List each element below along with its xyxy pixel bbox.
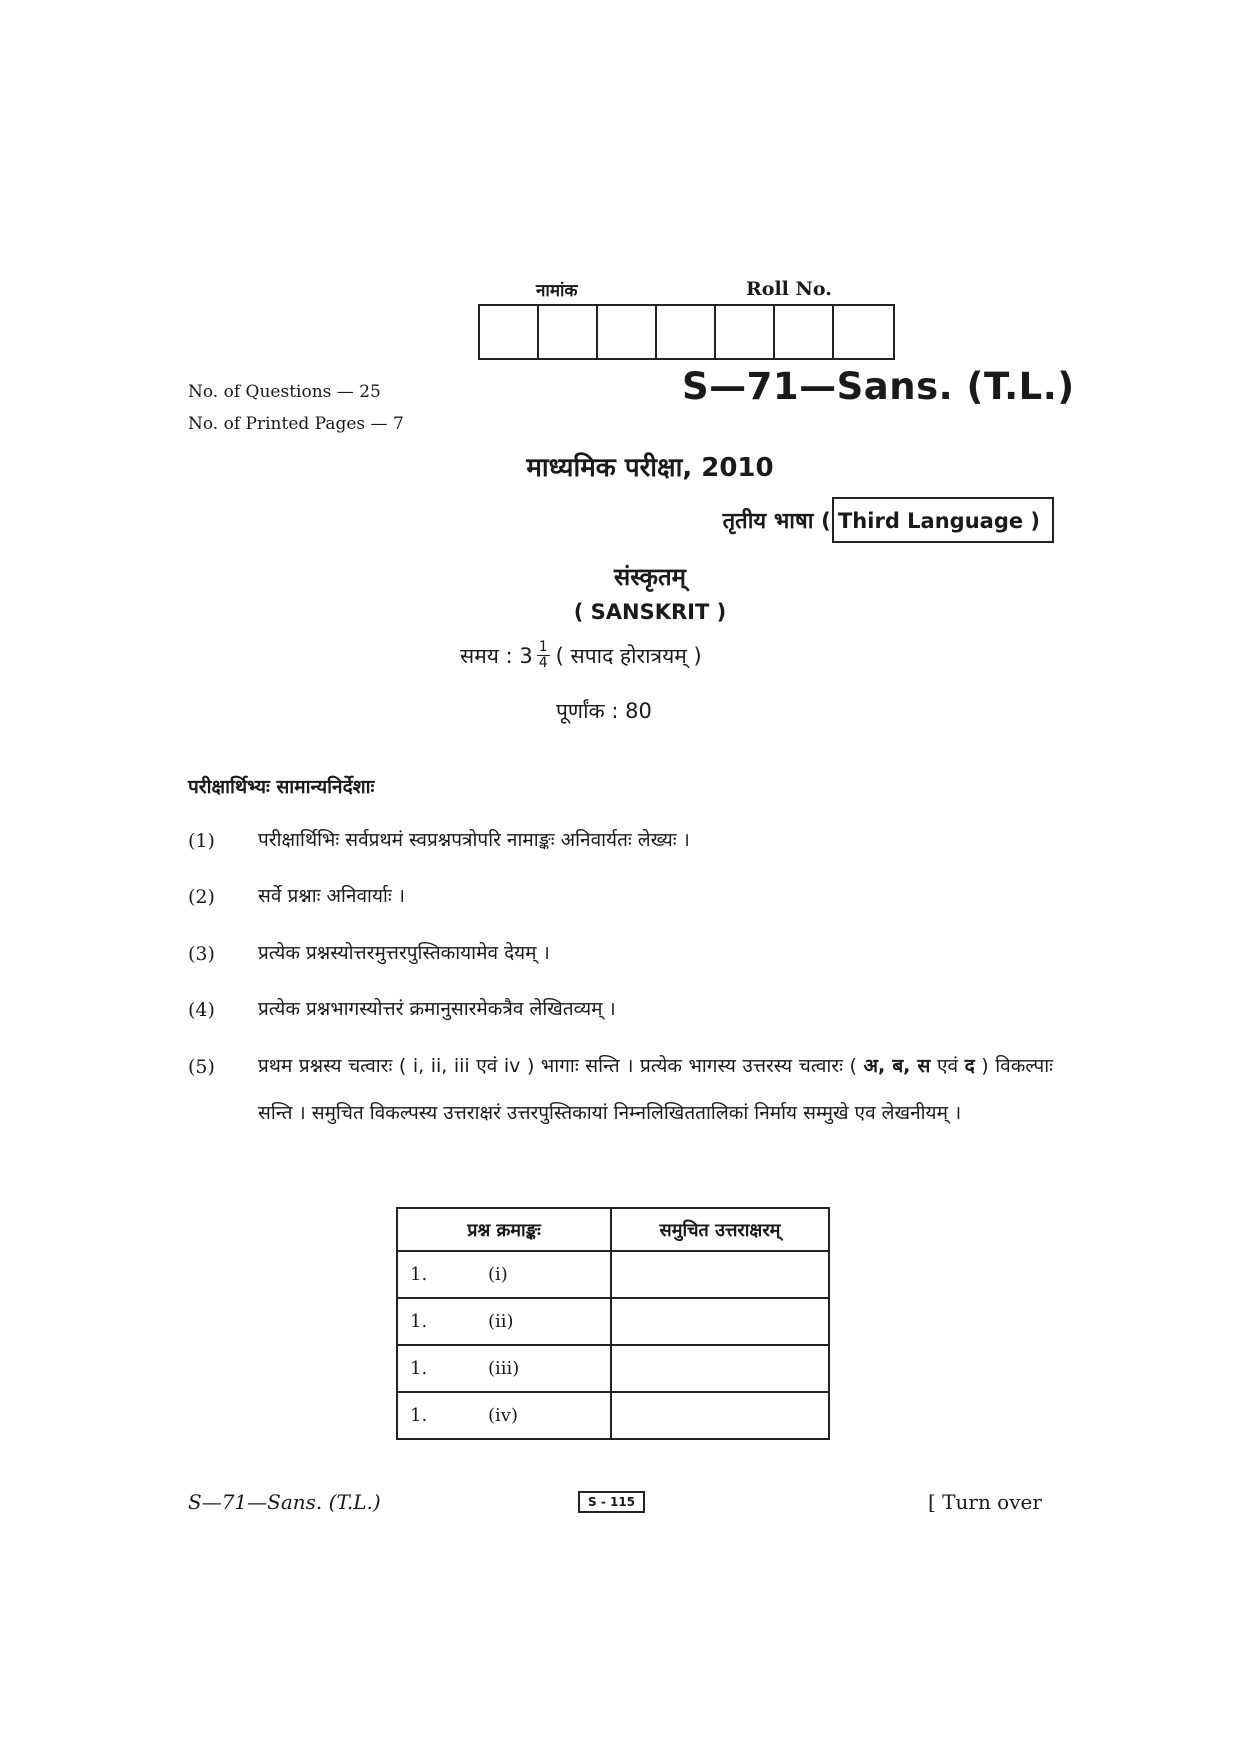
footer-paper-code: S—71—Sans. (T.L.) bbox=[188, 1490, 381, 1514]
roll-box bbox=[775, 306, 834, 358]
question-cell bbox=[397, 1298, 611, 1345]
turn-over-note: [ Turn over bbox=[928, 1490, 1042, 1514]
instruction-item bbox=[188, 830, 1053, 864]
instruction-text: परीक्षार्थिभिः सर्वप्रथमं स्वप्रश्नपत्रोपरि नामाङ्कः अनिवार्यतः लेख्यः । bbox=[258, 829, 690, 851]
paper-code: S—71—Sans. (T.L.) bbox=[682, 365, 1075, 408]
instruction-number: (2) bbox=[188, 886, 215, 908]
code-box bbox=[832, 497, 1054, 543]
instruction-text bbox=[258, 1043, 1053, 1137]
instruction-options: अ, ब, स bbox=[863, 1055, 931, 1077]
roll-box bbox=[834, 306, 893, 358]
instruction-text-part: एवं bbox=[936, 1055, 959, 1077]
question-number: 1. bbox=[410, 1405, 428, 1426]
instruction-item bbox=[188, 999, 1053, 1033]
roll-box bbox=[598, 306, 657, 358]
answer-cell[interactable] bbox=[611, 1251, 829, 1298]
instruction-item bbox=[188, 1056, 1053, 1137]
roll-box bbox=[657, 306, 716, 358]
table-header-question: प्रश्न क्रमाङ्कः bbox=[397, 1208, 611, 1251]
time-fraction bbox=[537, 640, 550, 671]
table-row bbox=[397, 1392, 829, 1439]
instruction-number: (4) bbox=[188, 999, 215, 1021]
instruction-text: सर्वे प्रश्नाः अनिवार्याः । bbox=[258, 885, 405, 907]
table-row bbox=[397, 1251, 829, 1298]
table-row bbox=[397, 1345, 829, 1392]
time-line bbox=[460, 640, 702, 671]
subject-english: ( SANSKRIT ) bbox=[573, 600, 727, 624]
roll-box bbox=[539, 306, 598, 358]
table-header-answer: समुचित उत्तराक्षरम् bbox=[611, 1208, 829, 1251]
language-hindi: तृतीय भाषा bbox=[722, 509, 814, 534]
question-cell bbox=[397, 1345, 611, 1392]
question-cell bbox=[397, 1392, 611, 1439]
instruction-text-part: प्रथम प्रश्नस्य चत्वारः ( i, ii, iii एवं iv ) भागाः सन्ति । प्रत्येक भागस्य उत्तरस्य चत्वारः ( bbox=[258, 1055, 857, 1077]
question-part: (ii) bbox=[488, 1311, 514, 1332]
table-row bbox=[397, 1298, 829, 1345]
roll-box bbox=[480, 306, 539, 358]
roll-number-boxes bbox=[478, 304, 895, 360]
instruction-number: (5) bbox=[188, 1056, 215, 1078]
fraction-denominator: 4 bbox=[538, 655, 548, 671]
exam-title: माध्यमिक परीक्षा, 2010 bbox=[526, 453, 774, 483]
question-number: 1. bbox=[410, 1264, 428, 1285]
number-of-questions: No. of Questions — 25 bbox=[188, 382, 381, 402]
instruction-number: (1) bbox=[188, 830, 215, 852]
instruction-text: प्रत्येक प्रश्नस्योत्तरमुत्तरपुस्तिकायामेव देयम् । bbox=[258, 942, 550, 964]
roll-label-english: Roll No. bbox=[746, 278, 832, 300]
question-number: 1. bbox=[410, 1358, 428, 1379]
instruction-number: (3) bbox=[188, 943, 215, 965]
question-part: (i) bbox=[488, 1264, 508, 1285]
question-part: (iii) bbox=[488, 1358, 520, 1379]
footer-page-code: S - 115 bbox=[578, 1491, 645, 1513]
answer-table bbox=[396, 1207, 830, 1440]
instruction-text-part: ) विकल्पाः सन्ति । समुचित विकल्पस्य उत्तराक्षरं उत्तरपुस्तिकायां निम्नलिखिततालिकां निर्माय सम्मुखे एव लेखनीयम् । bbox=[258, 1055, 1053, 1124]
question-cell bbox=[397, 1251, 611, 1298]
instruction-options: द bbox=[964, 1055, 975, 1077]
answer-cell[interactable] bbox=[611, 1392, 829, 1439]
instruction-text: प्रत्येक प्रश्नभागस्योत्तरं क्रमानुसारमेकत्रैव लेखितव्यम् । bbox=[258, 998, 616, 1020]
instructions-heading: परीक्षार्थिभ्यः सामान्यनिर्देशाः bbox=[188, 776, 375, 798]
full-marks: पूर्णांक : 80 bbox=[556, 699, 652, 723]
instruction-item bbox=[188, 943, 1053, 977]
time-note: ( सपाद होरात्रयम् ) bbox=[555, 643, 702, 668]
roll-label-hindi: नामांक bbox=[536, 281, 578, 301]
instruction-item bbox=[188, 886, 1053, 920]
answer-cell[interactable] bbox=[611, 1345, 829, 1392]
number-of-pages: No. of Printed Pages — 7 bbox=[188, 414, 404, 434]
question-number: 1. bbox=[410, 1311, 428, 1332]
fraction-numerator: 1 bbox=[538, 639, 548, 655]
question-part: (iv) bbox=[488, 1405, 518, 1426]
answer-cell[interactable] bbox=[611, 1298, 829, 1345]
subject-hindi: संस्कृतम् bbox=[613, 563, 687, 591]
language-english: ( Third Language ) bbox=[821, 509, 1040, 533]
roll-box bbox=[716, 306, 775, 358]
time-label: समय : 3 bbox=[460, 643, 533, 668]
